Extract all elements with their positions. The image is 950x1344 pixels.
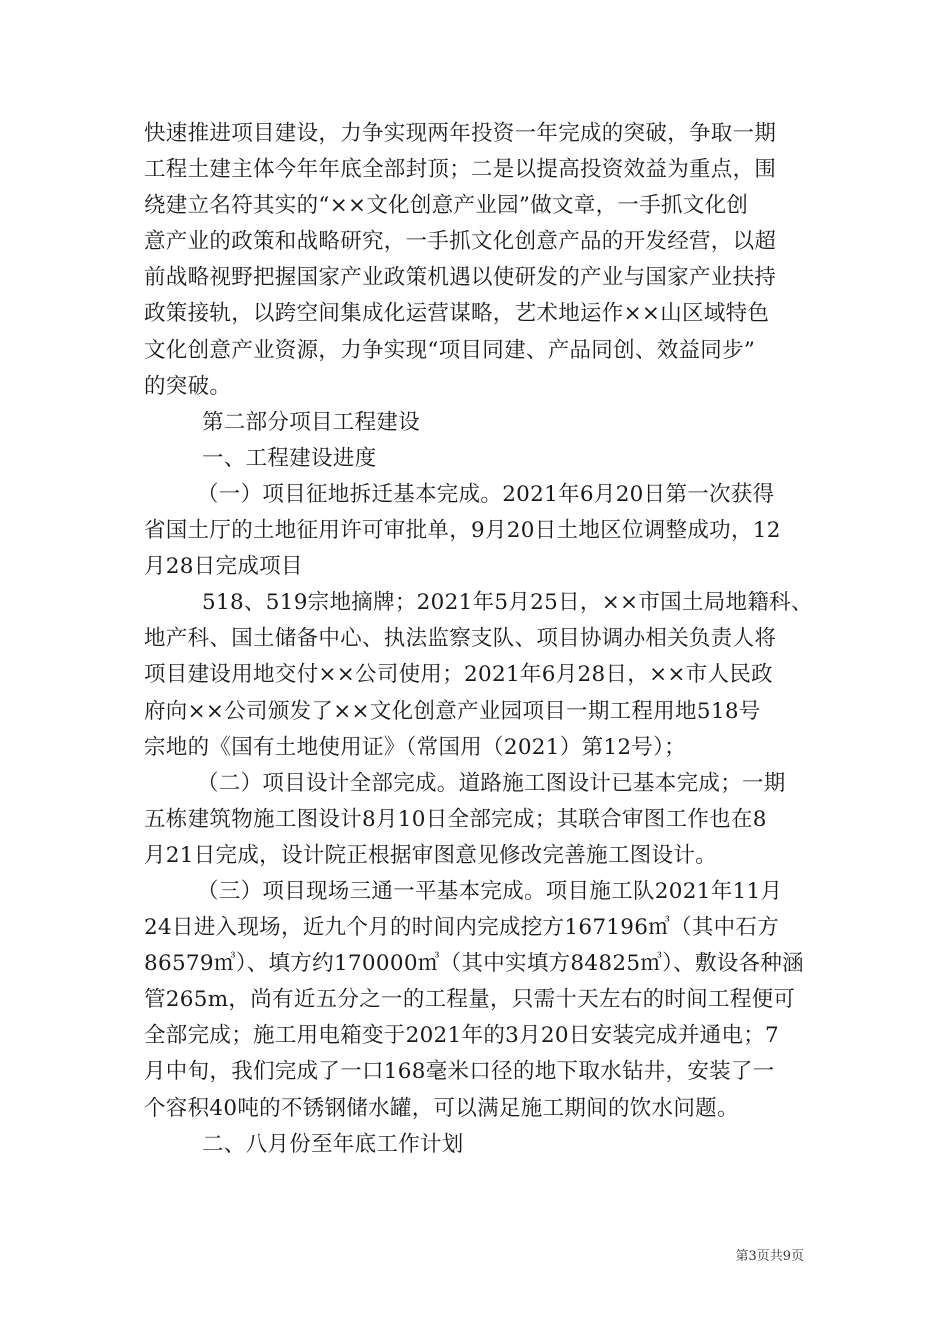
document-body <box>144 116 813 1163</box>
paragraph-line: 518、519宗地摘牌；2021年5月25日，××市国土局地籍科、 <box>202 590 813 616</box>
body-line: 五栋建筑物施工图设计8月10日全部完成；其联合审图工作也在8 <box>144 806 767 832</box>
body-line: 地产科、国土储备中心、执法监察支队、项目协调办相关负责人将 <box>144 626 777 652</box>
body-line: 管265m，尚有近五分之一的工程量，只需十天左右的时间工程便可 <box>144 987 796 1013</box>
body-line: 的突破。 <box>144 373 232 399</box>
body-line: 快速推进项目建设，力争实现两年投资一年完成的突破，争取一期 <box>144 121 777 146</box>
body-line: 月28日完成项目 <box>144 554 303 580</box>
paragraph-line: （三）项目现场三通一平基本完成。项目施工队2021年11月 <box>197 878 783 904</box>
body-line: 工程土建主体今年年底全部封顶；二是以提高投资效益为重点，围 <box>144 157 777 183</box>
subsection-heading: 二、八月份至年底工作计划 <box>202 1131 464 1157</box>
body-line: 绕建立名符其实的“××文化创意产业园”做文章，一手抓文化创 <box>144 193 749 219</box>
paragraph-line: （二）项目设计全部完成。道路施工图设计已基本完成；一期 <box>197 770 786 796</box>
body-line: 86579㎥）、填方约170000㎥（其中实填方84825㎥）、敷设各种涵 <box>144 951 804 977</box>
body-line: 全部完成；施工用电箱变于2021年的3月20日安装完成并通电；7 <box>144 1023 780 1049</box>
body-line: 政策接轨，以跨空间集成化运营谋略，艺术地运作××山区域特色 <box>144 301 770 327</box>
body-line: 前战略视野把握国家产业政策机遇以使研发的产业与国家产业扶持 <box>144 265 777 291</box>
paragraph-line: （一）项目征地拆迁基本完成。2021年6月20日第一次获得 <box>197 481 775 507</box>
body-line: 月中旬，我们完成了一口168毫米口径的地下取水钻井，安装了一 <box>144 1059 775 1085</box>
body-line: 省国土厅的土地征用许可审批单，9月20日土地区位调整成功，12 <box>144 518 781 544</box>
body-line: 意产业的政策和战略研究，一手抓文化创意产品的开发经营，以超 <box>144 229 777 255</box>
body-line: 宗地的《国有土地使用证》（常国用（2021）第12号）； <box>144 734 686 760</box>
section-heading: 第二部分项目工程建设 <box>202 409 421 435</box>
body-line: 个容积40吨的不锈钢储水罐，可以满足施工期间的饮水问题。 <box>144 1095 739 1121</box>
body-line: 项目建设用地交付××公司使用；2021年6月28日，××市人民政 <box>144 662 773 688</box>
body-line: 月21日完成，设计院正根据审图意见修改完善施工图设计。 <box>144 842 717 868</box>
body-line: 府向××公司颁发了××文化创意产业园项目一期工程用地518号 <box>144 698 761 724</box>
subsection-heading: 一、工程建设进度 <box>202 445 377 471</box>
body-line: 文化创意产业资源，力争实现“项目同建、产品同创、效益同步” <box>144 337 756 363</box>
page-number: 第3页共9页 <box>735 1249 804 1264</box>
body-line: 24日进入现场，近九个月的时间内完成挖方167196㎥（其中石方 <box>144 915 780 941</box>
